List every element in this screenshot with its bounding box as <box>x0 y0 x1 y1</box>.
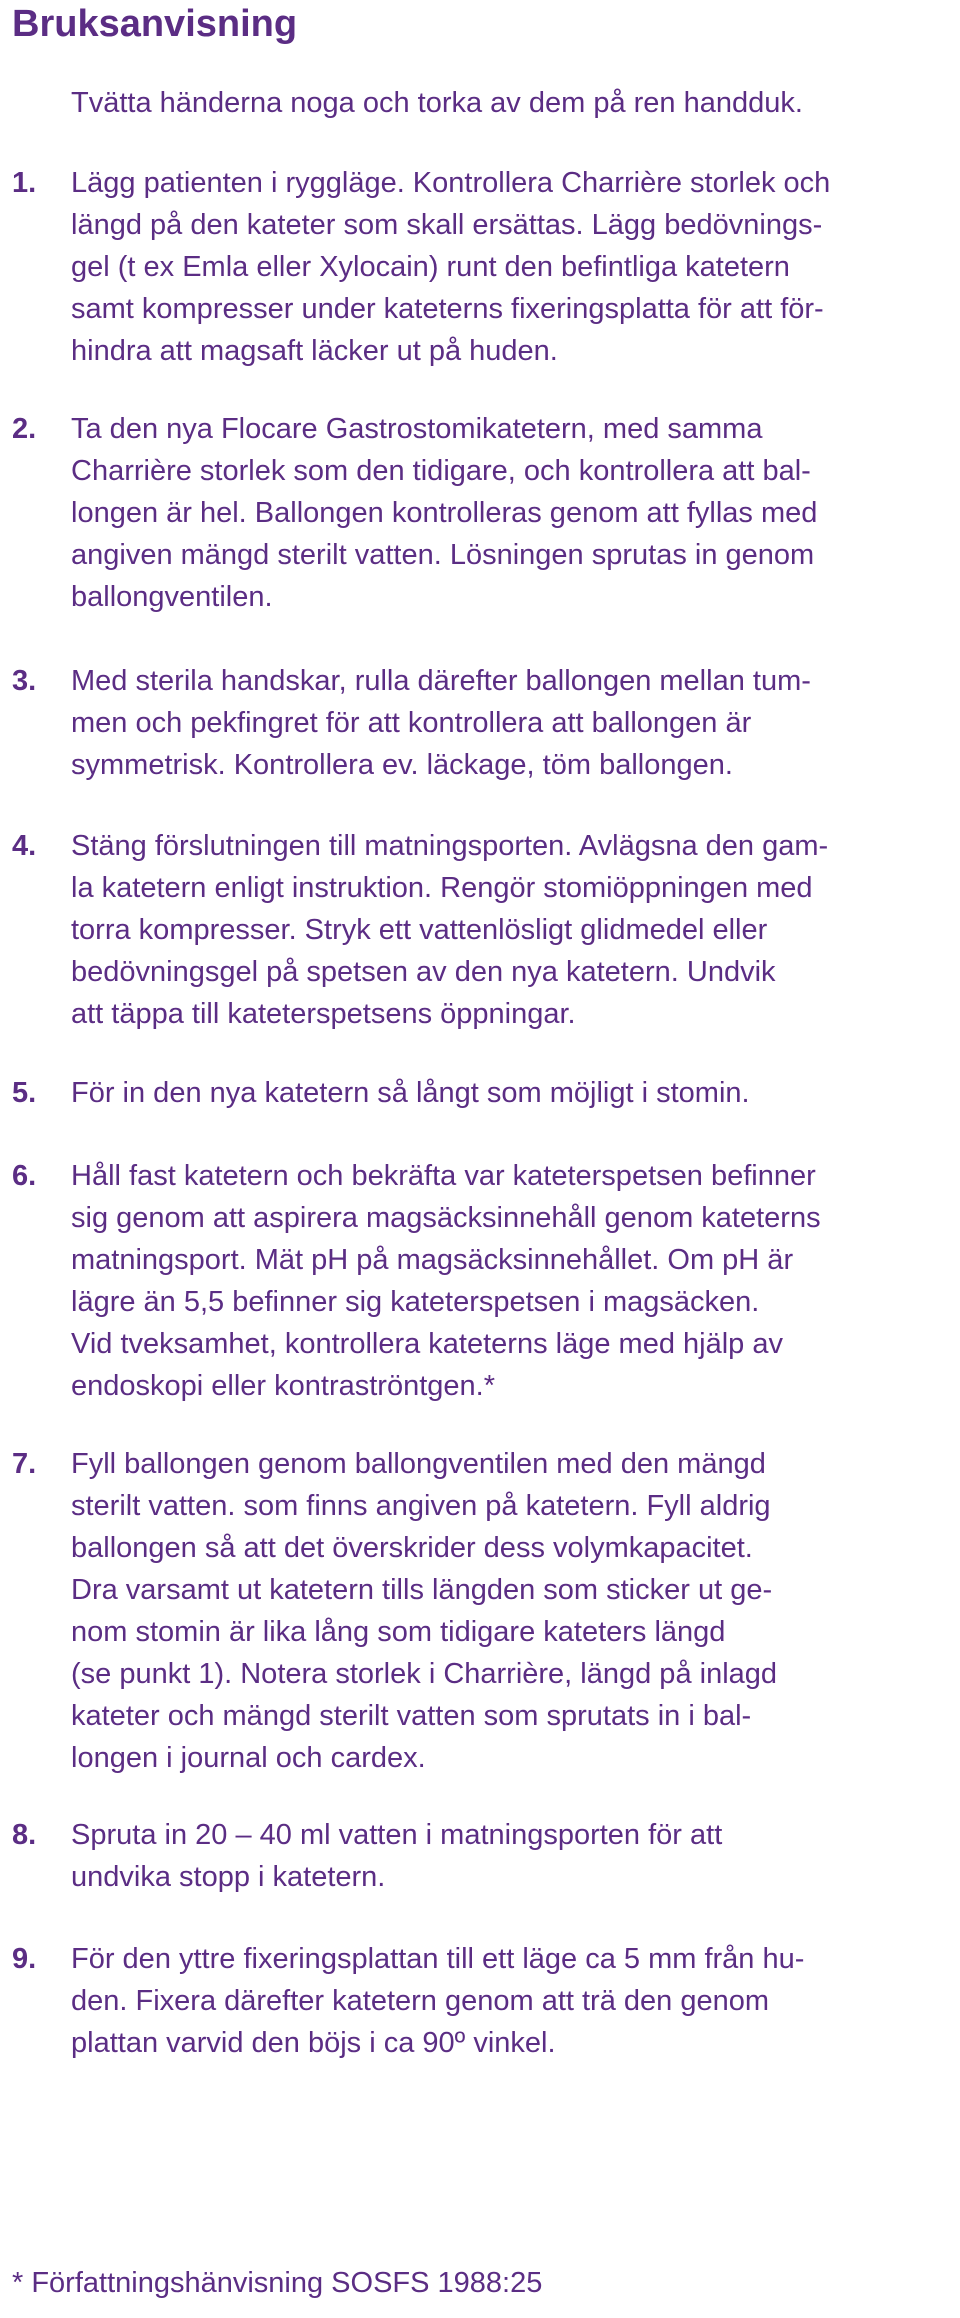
step-line: Dra varsamt ut katetern tills längden som sticker ut ge- <box>71 1574 773 1606</box>
step-line: längd på den kateter som skall ersättas. Lägg bedövnings- <box>71 209 823 241</box>
step-line: ballongventilen. <box>71 581 273 613</box>
step-number: 2. <box>12 413 37 445</box>
step-text <box>71 1072 946 1114</box>
step-line: sig genom att aspirera magsäcksinnehåll genom kateterns <box>71 1202 821 1234</box>
step-text <box>71 825 946 1035</box>
step-line: Vid tveksamhet, kontrollera kateterns läge med hjälp av <box>71 1328 783 1360</box>
step-line: Stäng förslutningen till matningsporten. Avlägsna den gam- <box>71 830 829 862</box>
step-number: 9. <box>12 1943 37 1975</box>
step-line: samt kompresser under kateterns fixeringsplatta för att för- <box>71 293 824 325</box>
step-number: 1. <box>12 167 37 199</box>
step-text <box>71 1814 946 1898</box>
step-number: 4. <box>12 830 37 862</box>
step-line: Håll fast katetern och bekräfta var kateterspetsen befinner <box>71 1160 816 1192</box>
page-title: Bruksanvisning <box>12 3 298 45</box>
step-number: 7. <box>12 1448 37 1480</box>
step-line: Ta den nya Flocare Gastrostomikatetern, med samma <box>71 413 763 445</box>
step-line: hindra att magsaft läcker ut på huden. <box>71 335 558 367</box>
step-line: Charrière storlek som den tidigare, och kontrollera att bal- <box>71 455 811 487</box>
step-line: Med sterila handskar, rulla därefter ballongen mellan tum- <box>71 665 811 697</box>
step-line: endoskopi eller kontraströntgen.* <box>71 1370 495 1402</box>
step-line: matningsport. Mät pH på magsäcksinnehållet. Om pH är <box>71 1244 794 1276</box>
step-line: att täppa till kateterspetsens öppningar. <box>71 998 576 1030</box>
step-line: plattan varvid den böjs i ca 90º vinkel. <box>71 2027 556 2059</box>
step-line: torra kompresser. Stryk ett vattenlösligt glidmedel eller <box>71 914 768 946</box>
step-text <box>71 1155 946 1407</box>
step-line: undvika stopp i katetern. <box>71 1861 386 1893</box>
step-line: För den yttre fixeringsplattan till ett läge ca 5 mm från hu- <box>71 1943 805 1975</box>
step-text <box>71 660 946 786</box>
step-text <box>71 1443 946 1779</box>
step-line: (se punkt 1). Notera storlek i Charrière, längd på inlagd <box>71 1658 778 1690</box>
step-line: lägre än 5,5 befinner sig kateterspetsen i magsäcken. <box>71 1286 760 1318</box>
step-line: Spruta in 20 – 40 ml vatten i matningsporten för att <box>71 1819 723 1851</box>
step-number: 3. <box>12 665 37 697</box>
step-line: bedövningsgel på spetsen av den nya katetern. Undvik <box>71 956 776 988</box>
step-number: 8. <box>12 1819 37 1851</box>
step-line: symmetrisk. Kontrollera ev. läckage, töm ballongen. <box>71 749 733 781</box>
step-line: För in den nya katetern så långt som möjligt i stomin. <box>71 1077 750 1109</box>
step-line: ballongen så att det överskrider dess volymkapacitet. <box>71 1532 753 1564</box>
step-text <box>71 162 946 372</box>
step-line: gel (t ex Emla eller Xylocain) runt den befintliga katetern <box>71 251 790 283</box>
step-number: 5. <box>12 1077 37 1109</box>
step-line: Fyll ballongen genom ballongventilen med den mängd <box>71 1448 766 1480</box>
step-line: Lägg patienten i ryggläge. Kontrollera Charrière storlek och <box>71 167 831 199</box>
intro-text: Tvätta händerna noga och torka av dem på ren handduk. <box>71 87 803 119</box>
step-line: nom stomin är lika lång som tidigare kateters längd <box>71 1616 726 1648</box>
step-line: den. Fixera därefter katetern genom att trä den genom <box>71 1985 770 2017</box>
step-line: sterilt vatten. som finns angiven på katetern. Fyll aldrig <box>71 1490 771 1522</box>
step-line: la katetern enligt instruktion. Rengör stomiöppningen med <box>71 872 813 904</box>
step-number: 6. <box>12 1160 37 1192</box>
step-line: men och pekfingret för att kontrollera att ballongen är <box>71 707 752 739</box>
step-text <box>71 408 946 618</box>
step-line: longen är hel. Ballongen kontrolleras genom att fyllas med <box>71 497 818 529</box>
step-text <box>71 1938 946 2064</box>
step-line: longen i journal och cardex. <box>71 1742 426 1774</box>
step-line: kateter och mängd sterilt vatten som sprutats in i bal- <box>71 1700 752 1732</box>
step-line: angiven mängd sterilt vatten. Lösningen sprutas in genom <box>71 539 815 571</box>
footnote: * Författningshänvisning SOSFS 1988:25 <box>12 2267 543 2299</box>
